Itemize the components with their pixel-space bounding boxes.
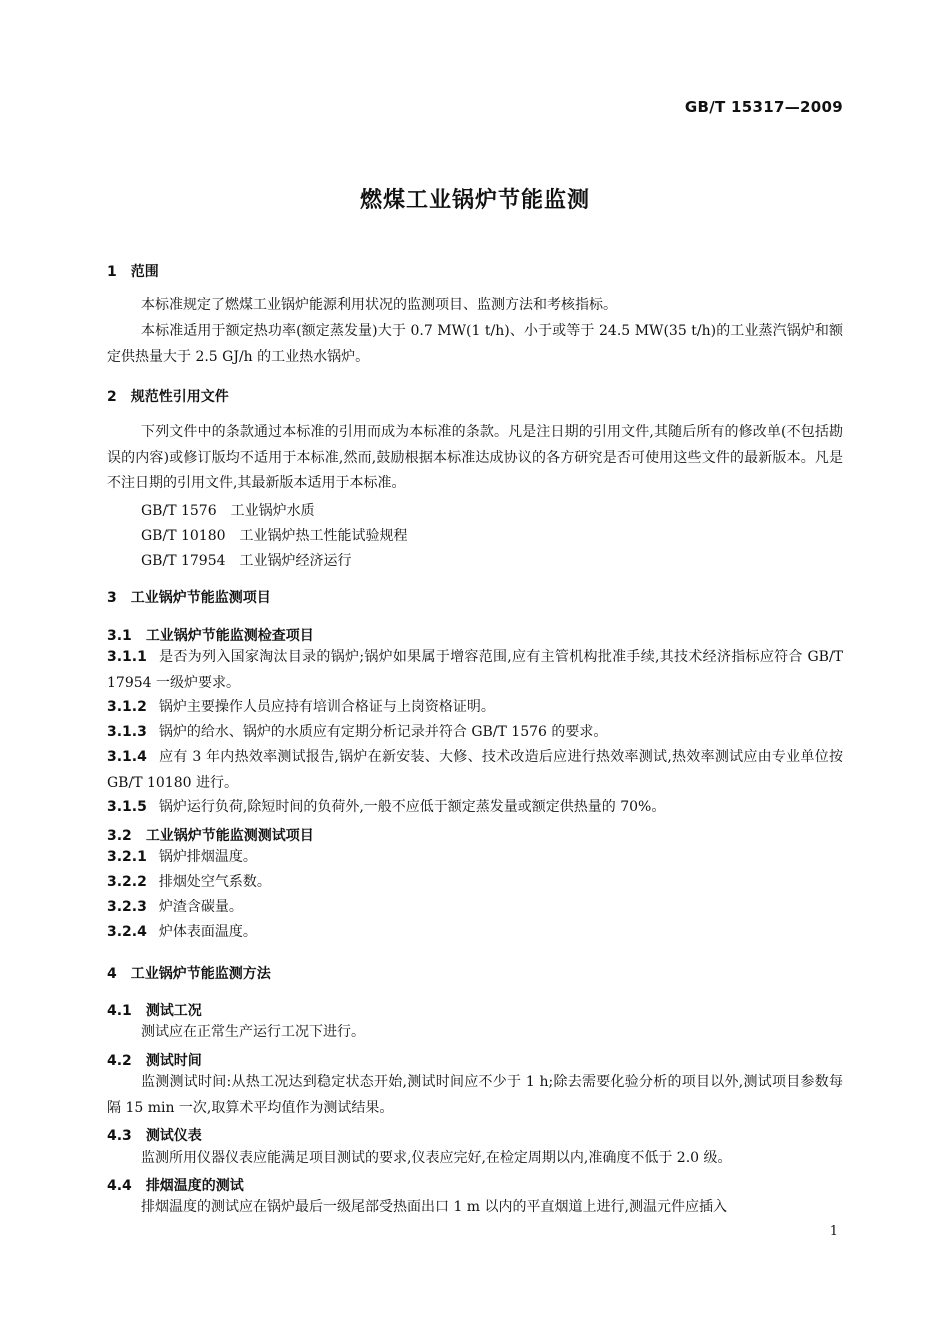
- reference-code: GB/T 1576: [141, 503, 217, 519]
- clause-number: 3.1.4: [107, 749, 147, 765]
- subsection-number: 4.4: [107, 1178, 132, 1194]
- clause-text: 锅炉排烟温度。: [158, 849, 257, 865]
- paragraph: 本标准适用于额定热功率(额定蒸发量)大于 0.7 MW(1 t/h)、小于或等于 24.5 MW(35 t/h)的工业蒸汽锅炉和额定供热量大于 2.5 GJ/h 的工业热水锅炉。: [107, 323, 843, 365]
- page-number: 1: [829, 1224, 838, 1239]
- reference-title: 工业锅炉经济运行: [239, 553, 352, 569]
- standard-code: GB/T 15317—2009: [684, 98, 843, 116]
- subsection-number: 4.1: [107, 1003, 132, 1019]
- clause-text: 是否为列入国家淘汰目录的锅炉;锅炉如果属于增容范围,应有主管机构批准手续,其技术经济指标应符合 GB/T 17954 一级炉要求。: [107, 649, 843, 691]
- clause-text: 炉渣含碳量。: [158, 899, 243, 915]
- clause-text: 锅炉运行负荷,除短时间的负荷外,一般不应低于额定蒸发量或额定供热量的 70%。: [158, 799, 666, 815]
- subsection-number: 3.2: [107, 828, 132, 844]
- subsection-heading: [107, 1125, 843, 1145]
- subsection-heading: [107, 1000, 843, 1020]
- clause: [107, 845, 843, 871]
- section-number: 3: [107, 590, 117, 606]
- section-title: 工业锅炉节能监测方法: [130, 966, 271, 982]
- reference-item: [107, 550, 877, 570]
- clause-number: 3.2.4: [107, 924, 147, 940]
- section-number: 2: [107, 389, 117, 405]
- reference-title: 工业锅炉水质: [230, 503, 315, 519]
- clause: [107, 920, 843, 946]
- clause: [107, 895, 843, 921]
- clause-number: 3.2.3: [107, 899, 147, 915]
- subsection-title: 测试时间: [145, 1053, 202, 1069]
- document-title: 燃煤工业锅炉节能监测: [359, 188, 590, 213]
- clause-number: 3.1.5: [107, 799, 147, 815]
- clause-text: 排烟处空气系数。: [158, 874, 271, 890]
- clause-text: 应有 3 年内热效率测试报告,锅炉在新安装、大修、技术改造后应进行热效率测试,热效率测试应由专业单位按 GB/T 10180 进行。: [107, 749, 843, 791]
- clause-number: 3.2.2: [107, 874, 147, 890]
- reference-code: GB/T 10180: [141, 528, 226, 544]
- paragraph: 本标准规定了燃煤工业锅炉能源利用状况的监测项目、监测方法和考核指标。: [141, 297, 617, 313]
- subsection-title: 工业锅炉节能监测检查项目: [145, 628, 314, 644]
- clause-number: 3.2.1: [107, 849, 147, 865]
- subsection-number: 4.2: [107, 1053, 132, 1069]
- clause-number: 3.1.3: [107, 724, 147, 740]
- subsection-number: 3.1: [107, 628, 132, 644]
- subsection-title: 测试工况: [145, 1003, 202, 1019]
- paragraph: 下列文件中的条款通过本标准的引用而成为本标准的条款。凡是注日期的引用文件,其随后所有的修改单(不包括勘误的内容)或修订版均不适用于本标准,然而,鼓励根据本标准达成协议的各方研究是否可使用这些文件的最新版本。凡是不注日期的引用文件,其最新版本适用于本标准。: [107, 424, 843, 491]
- clause-number: 3.1.1: [107, 649, 147, 665]
- reference-item: [107, 525, 877, 545]
- clause-number: 3.1.2: [107, 699, 147, 715]
- clause-text: 炉体表面温度。: [158, 924, 257, 940]
- paragraph: 测试应在正常生产运行工况下进行。: [141, 1024, 365, 1040]
- section-heading: [107, 963, 843, 983]
- paragraph: 监测测试时间:从热工况达到稳定状态开始,测试时间应不少于 1 h;除去需要化验分析的项目以外,测试项目参数每隔 15 min 一次,取算术平均值作为测试结果。: [107, 1074, 843, 1116]
- paragraph: 排烟温度的测试应在锅炉最后一级尾部受热面出口 1 m 以内的平直烟道上进行,测温元件应插入: [141, 1199, 727, 1215]
- clause: [107, 720, 843, 746]
- section-heading: [107, 386, 843, 406]
- subsection-number: 4.3: [107, 1128, 132, 1144]
- section-title: 规范性引用文件: [130, 389, 229, 405]
- section-number: 4: [107, 966, 117, 982]
- subsection-heading: [107, 1050, 843, 1070]
- clause: [107, 795, 843, 821]
- clause: [107, 695, 843, 721]
- subsection-title: 工业锅炉节能监测测试项目: [145, 828, 314, 844]
- subsection-heading: [107, 825, 843, 845]
- clause: [107, 645, 843, 696]
- section-heading: [107, 587, 843, 607]
- subsection-title: 测试仪表: [145, 1128, 202, 1144]
- subsection-heading: [107, 1175, 843, 1195]
- clause-text: 锅炉的给水、锅炉的水质应有定期分析记录并符合 GB/T 1576 的要求。: [158, 724, 608, 740]
- clause-text: 锅炉主要操作人员应持有培训合格证与上岗资格证明。: [158, 699, 495, 715]
- reference-title: 工业锅炉热工性能试验规程: [239, 528, 408, 544]
- subsection-title: 排烟温度的测试: [145, 1178, 244, 1194]
- reference-item: [107, 500, 877, 520]
- subsection-heading: [107, 625, 843, 645]
- clause: [107, 870, 843, 896]
- reference-code: GB/T 17954: [141, 553, 226, 569]
- section-heading: [107, 261, 843, 281]
- clause: [107, 745, 843, 796]
- section-title: 范围: [130, 264, 159, 280]
- paragraph: 监测所用仪器仪表应能满足项目测试的要求,仪表应完好,在检定周期以内,准确度不低于 2.0 级。: [141, 1150, 732, 1166]
- section-number: 1: [107, 264, 117, 280]
- section-title: 工业锅炉节能监测项目: [130, 590, 271, 606]
